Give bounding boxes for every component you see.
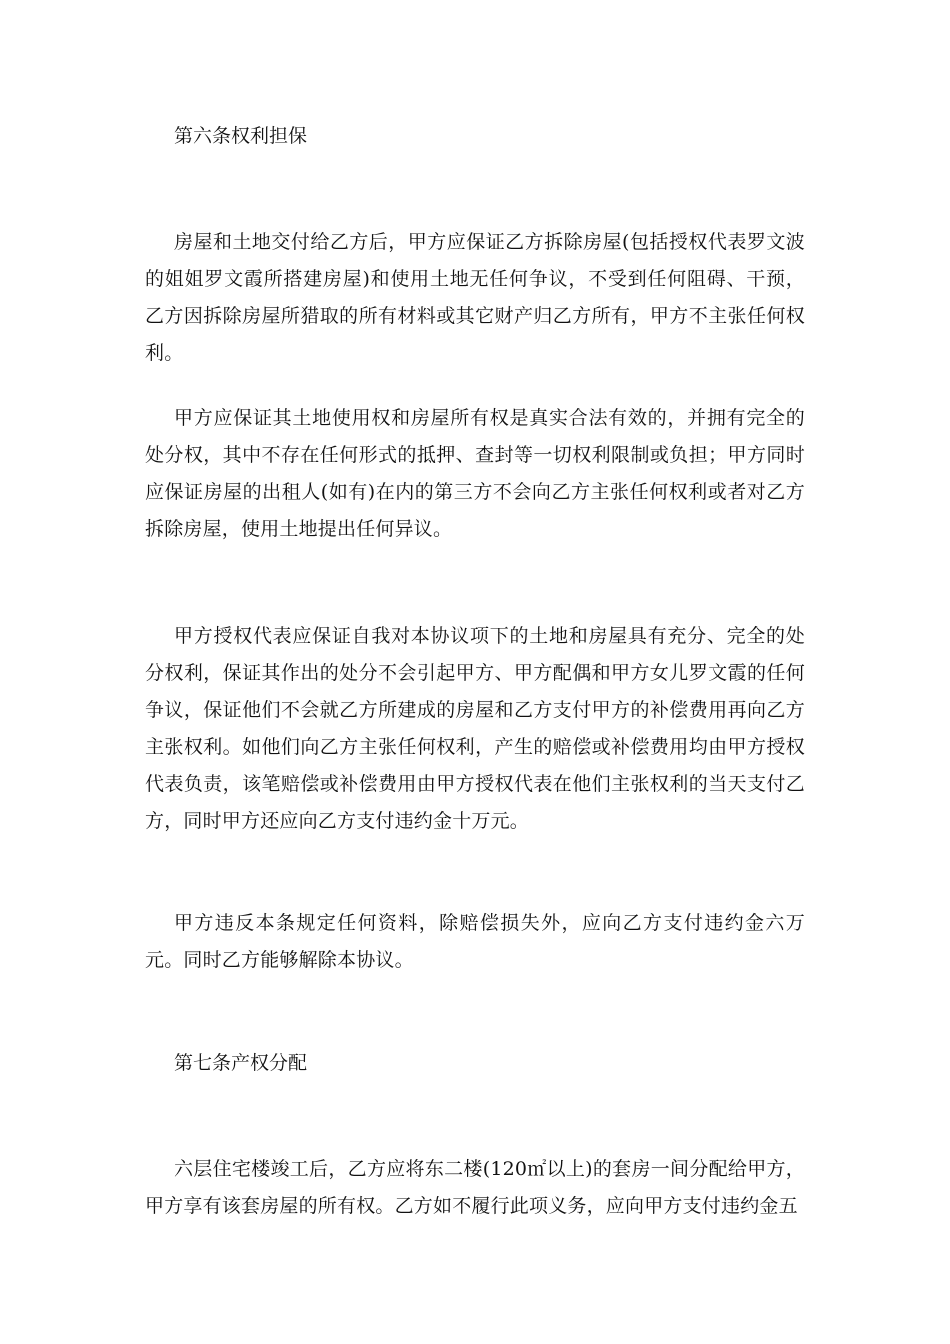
- paragraph-rights-guarantee-2: 甲方应保证其土地使用权和房屋所有权是真实合法有效的，并拥有完全的处分权，其中不存在任何形式的抵押、查封等一切权利限制或负担；甲方同时应保证房屋的出租人(如有)在内的第三方不会向乙方主张任何权利或者对乙方拆除房屋，使用土地提出任何异议。: [145, 407, 805, 540]
- paragraph-rights-guarantee-4: 甲方违反本条规定任何资料，除赔偿损失外，应向乙方支付违约金六万元。同时乙方能够解除本协议。: [145, 912, 805, 971]
- paragraph-rights-guarantee-1: 房屋和土地交付给乙方后，甲方应保证乙方拆除房屋(包括授权代表罗文波的姐姐罗文霞所搭建房屋)和使用土地无任何争议，不受到任何阻碍、干预，乙方因拆除房屋所猎取的所有材料或其它财产归乙方所有，甲方不主张任何权利。: [145, 231, 805, 364]
- section-6-heading: 第六条权利担保: [174, 125, 308, 147]
- paragraph-property-allocation-1: 六层住宅楼竣工后，乙方应将东二楼(120㎡以上)的套房一间分配给甲方，甲方享有该套房屋的所有权。乙方如不履行此项义务，应向甲方支付违约金五: [145, 1158, 805, 1217]
- paragraph-rights-guarantee-3: 甲方授权代表应保证自我对本协议项下的土地和房屋具有充分、完全的处分权利，保证其作出的处分不会引起甲方、甲方配偶和甲方女儿罗文霞的任何争议，保证他们不会就乙方所建成的房屋和乙方支付甲方的补偿费用再向乙方主张权利。如他们向乙方主张任何权利，产生的赔偿或补偿费用均由甲方授权代表负责，该笔赔偿或补偿费用由甲方授权代表在他们主张权利的当天支付乙方，同时甲方还应向乙方支付违约金十万元。: [145, 625, 805, 832]
- section-7-heading: 第七条产权分配: [174, 1052, 308, 1074]
